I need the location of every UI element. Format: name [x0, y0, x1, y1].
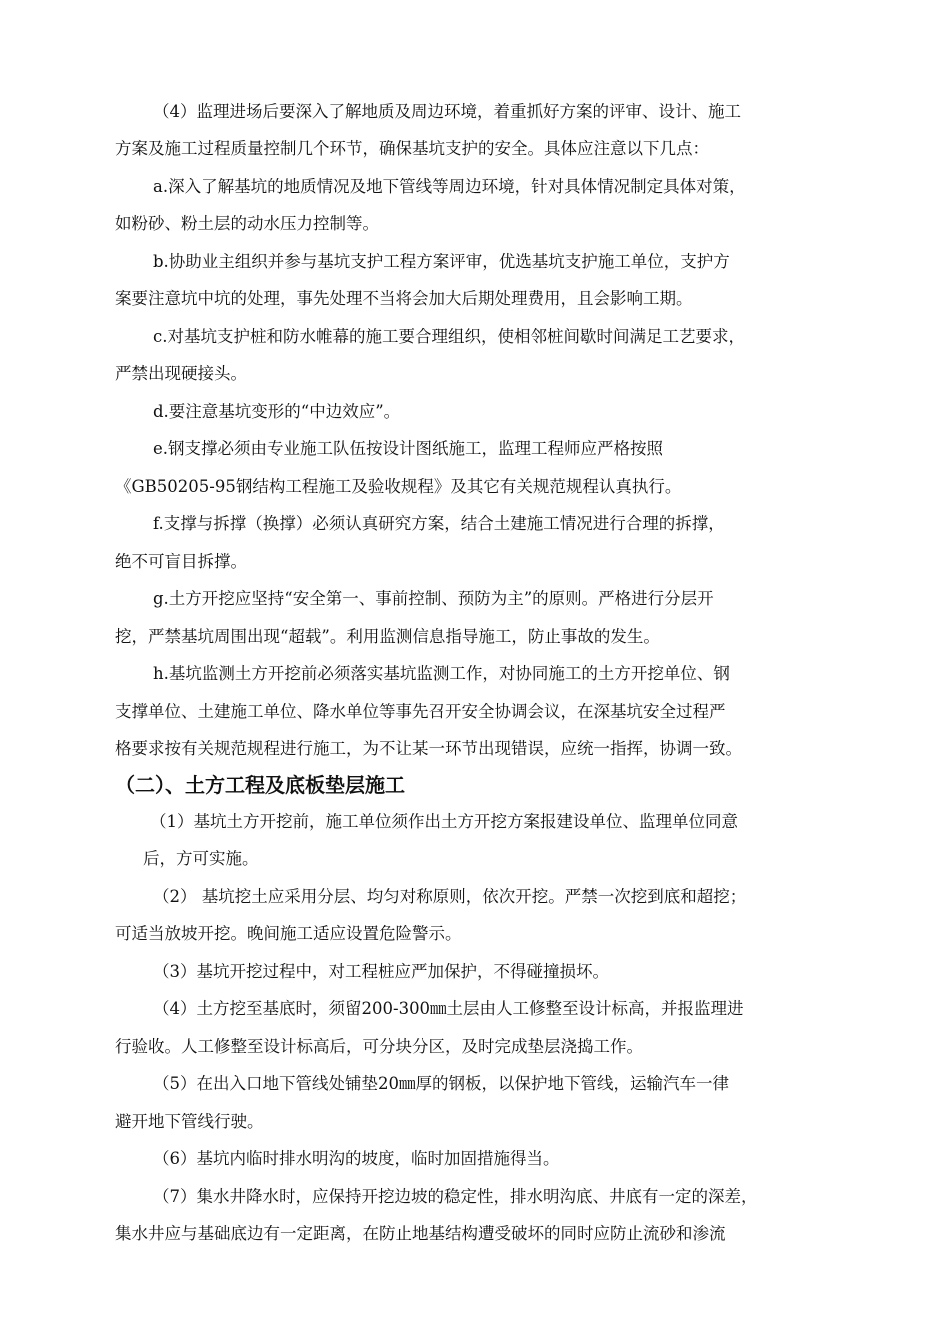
section-2-heading: （二）、土方工程及底板垫层施工 — [115, 773, 405, 797]
point-h-line-3: 格要求按有关规范规程进行施工，为不让某一环节出现错误，应统一指挥，协调一致。 — [115, 739, 742, 758]
s2-item-6-line-1: （6）基坑内临时排水明沟的坡度，临时加固措施得当。 — [153, 1149, 560, 1168]
point-c-line-1: c.对基坑支护桩和防水帷幕的施工要合理组织，使相邻桩间歇时间满足工艺要求， — [153, 327, 745, 346]
point-h-line-1: h.基坑监测土方开挖前必须落实基坑监测工作，对协同施工的土方开挖单位、钢 — [153, 664, 730, 683]
point-c-line-2: 严禁出现硬接头。 — [115, 364, 247, 383]
point-f-line-1: f.支撑与拆撑（换撑）必须认真研究方案，结合土建施工情况进行合理的拆撑， — [153, 514, 725, 533]
s2-item-4-line-2: 行验收。人工修整至设计标高后，可分块分区，及时完成垫层浇捣工作。 — [115, 1037, 643, 1056]
s2-item-5-line-1: （5）在出入口地下管线处铺垫20㎜厚的钢板，以保护地下管线，运输汽车一律 — [153, 1074, 729, 1093]
s2-item-3-line-1: （3）基坑开挖过程中，对工程桩应严加保护，不得碰撞损坏。 — [153, 962, 609, 981]
s2-item-2-line-2: 可适当放坡开挖。晚间施工适应设置危险警示。 — [115, 924, 462, 943]
item-4-line-1: （4）监理进场后要深入了解地质及周边环境，着重抓好方案的评审、设计、施工 — [153, 102, 741, 121]
s2-item-7-line-1: （7）集水井降水时，应保持开挖边坡的稳定性，排水明沟底、井底有一定的深差， — [153, 1187, 758, 1206]
s2-item-7-line-2: 集水井应与基础底边有一定距离，在防止地基结构遭受破坏的同时应防止流砂和渗流 — [115, 1224, 726, 1243]
point-h-line-2: 支撑单位、土建施工单位、降水单位等事先召开安全协调会议，在深基坑安全过程严 — [115, 702, 726, 721]
s2-item-2-line-1: （2） 基坑挖土应采用分层、均匀对称原则，依次开挖。严禁一次挖到底和超挖； — [153, 887, 747, 906]
point-g-line-1: g.土方开挖应坚持“安全第一、事前控制、预防为主”的原则。严格进行分层开 — [153, 589, 714, 608]
point-a-line-2: 如粉砂、粉土层的动水压力控制等。 — [115, 214, 379, 233]
point-g-line-2: 挖，严禁基坑周围出现“超载”。利用监测信息指导施工，防止事故的发生。 — [115, 627, 660, 646]
item-4-line-2: 方案及施工过程质量控制几个环节，确保基坑支护的安全。具体应注意以下几点： — [115, 139, 709, 158]
point-e-line-1: e.钢支撑必须由专业施工队伍按设计图纸施工，监理工程师应严格按照 — [153, 439, 664, 458]
s2-item-4-line-1: （4）土方挖至基底时，须留200-300㎜土层由人工修整至设计标高，并报监理进 — [153, 999, 744, 1018]
point-e-line-2: 《GB50205-95钢结构工程施工及验收规程》及其它有关规范规程认真执行。 — [115, 477, 682, 496]
point-f-line-2: 绝不可盲目拆撑。 — [115, 552, 247, 571]
point-d-line-1: d.要注意基坑变形的“中边效应”。 — [153, 402, 401, 421]
point-a-line-1: a.深入了解基坑的地质情况及地下管线等周边环境，针对具体情况制定具体对策， — [153, 177, 746, 196]
point-b-line-2: 案要注意坑中坑的处理，事先处理不当将会加大后期处理费用，且会影响工期。 — [115, 289, 693, 308]
s2-item-1-line-2: 后，方可实施。 — [143, 849, 259, 868]
point-b-line-1: b.协助业主组织并参与基坑支护工程方案评审，优选基坑支护施工单位，支护方 — [153, 252, 730, 271]
s2-item-5-line-2: 避开地下管线行驶。 — [115, 1112, 264, 1131]
s2-item-1-line-1: （1）基坑土方开挖前，施工单位须作出土方开挖方案报建设单位、监理单位同意 — [150, 812, 738, 831]
